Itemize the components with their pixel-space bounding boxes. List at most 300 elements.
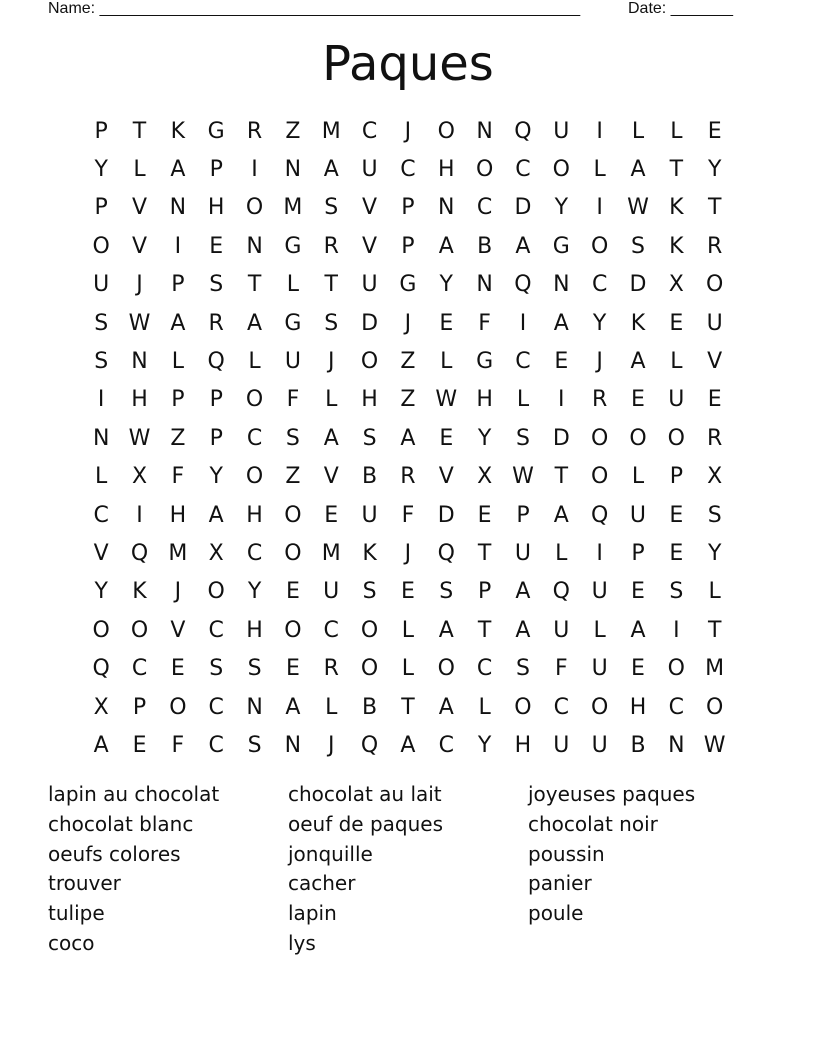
grid-cell: H: [514, 732, 532, 758]
grid-cell: W: [435, 387, 458, 413]
grid-cell: L: [670, 349, 683, 375]
grid-cell: C: [246, 425, 263, 451]
grid-cell: O: [629, 425, 647, 451]
grid-cell: L: [325, 387, 338, 413]
grid-cell: O: [130, 617, 149, 643]
grid-cell: P: [209, 425, 223, 451]
grid-cell: X: [93, 694, 109, 720]
grid-cell: E: [439, 310, 454, 336]
grid-cell: H: [246, 502, 263, 528]
grid-cell: M: [705, 656, 725, 682]
grid-cell: O: [475, 157, 494, 183]
grid-cell: R: [208, 310, 224, 336]
grid-cell: W: [128, 310, 151, 336]
grid-cell: N: [476, 118, 493, 144]
grid-cell: J: [404, 310, 412, 336]
grid-cell: R: [707, 425, 723, 451]
grid-cell: C: [208, 732, 224, 758]
grid-cell: O: [667, 656, 685, 682]
grid-cell: I: [596, 195, 603, 221]
grid-cell: R: [246, 118, 263, 144]
word-list-item: coco: [48, 930, 95, 955]
grid-cell: O: [590, 464, 609, 490]
grid-cell: T: [707, 617, 722, 643]
grid-cell: L: [478, 694, 491, 720]
grid-cell: E: [669, 310, 684, 336]
grid-cell: Q: [207, 349, 225, 375]
grid-cell: Q: [437, 540, 455, 566]
grid-cell: E: [400, 579, 415, 605]
grid-cell: S: [247, 732, 262, 758]
grid-cell: O: [360, 617, 379, 643]
grid-cell: S: [324, 195, 339, 221]
grid-cell: J: [596, 349, 603, 375]
grid-cell: H: [246, 617, 263, 643]
grid-cell: E: [285, 656, 300, 682]
grid-cell: L: [95, 464, 108, 490]
word-list: [48, 780, 768, 970]
grid-cell: P: [516, 502, 530, 528]
grid-cell: P: [171, 272, 185, 298]
grid-cell: J: [404, 118, 412, 144]
grid-row: [82, 227, 734, 265]
grid-cell: S: [631, 233, 645, 259]
grid-cell: S: [285, 425, 300, 451]
grid-row: [82, 112, 734, 150]
grid-cell: Y: [477, 425, 492, 451]
grid-cell: O: [667, 425, 685, 451]
grid-cell: A: [400, 732, 416, 758]
grid-cell: E: [669, 540, 684, 566]
grid-cell: U: [323, 579, 340, 605]
grid-cell: U: [591, 732, 608, 758]
name-field: Name: ______________________________________________________: [48, 0, 581, 17]
grid-cell: N: [92, 425, 110, 451]
grid-cell: C: [246, 540, 263, 566]
grid-cell: T: [132, 118, 147, 144]
grid-cell: T: [477, 540, 492, 566]
grid-cell: C: [668, 694, 685, 720]
letter-grid: [82, 112, 734, 765]
grid-cell: S: [209, 656, 224, 682]
grid-cell: S: [324, 310, 339, 336]
grid-cell: A: [285, 694, 301, 720]
grid-cell: P: [209, 157, 223, 183]
grid-cell: N: [668, 732, 685, 758]
grid-cell: Y: [477, 732, 492, 758]
grid-cell: K: [170, 118, 186, 144]
word-list-item: chocolat noir: [528, 811, 658, 836]
grid-cell: V: [438, 464, 454, 490]
grid-cell: O: [590, 233, 609, 259]
grid-cell: K: [669, 233, 684, 259]
grid-cell: L: [248, 349, 261, 375]
word-list-item: chocolat blanc: [48, 811, 194, 836]
word-list-item: oeuf de paques: [288, 811, 444, 836]
grid-cell: C: [323, 617, 339, 643]
grid-cell: I: [519, 310, 527, 336]
grid-cell: O: [437, 656, 455, 682]
grid-cell: U: [514, 540, 531, 566]
grid-cell: Q: [552, 579, 570, 605]
grid-cell: A: [515, 233, 531, 259]
grid-cell: U: [361, 502, 378, 528]
grid-cell: C: [515, 349, 531, 375]
grid-cell: Q: [514, 272, 532, 298]
word-list-item: joyeuses paques: [528, 782, 696, 806]
grid-cell: J: [404, 540, 412, 566]
grid-cell: V: [362, 195, 378, 221]
grid-cell: A: [515, 579, 531, 605]
grid-cell: B: [362, 694, 378, 720]
word-list-item: poussin: [528, 841, 605, 866]
grid-cell: F: [171, 732, 185, 758]
grid-cell: K: [362, 540, 377, 566]
grid-cell: M: [283, 195, 303, 221]
grid-cell: W: [703, 732, 726, 758]
grid-cell: T: [247, 272, 262, 298]
grid-cell: L: [593, 157, 606, 183]
grid-cell: L: [171, 349, 184, 375]
grid-cell: E: [477, 502, 492, 528]
grid-cell: U: [591, 656, 608, 682]
grid-cell: H: [207, 195, 225, 221]
grid-cell: D: [361, 310, 379, 336]
grid-row: [82, 611, 734, 649]
grid-cell: O: [92, 617, 110, 643]
grid-cell: L: [401, 617, 415, 643]
grid-cell: R: [400, 464, 416, 490]
grid-cell: H: [476, 387, 493, 413]
grid-cell: P: [209, 387, 223, 413]
grid-cell: X: [668, 272, 684, 298]
grid-cell: B: [477, 233, 493, 259]
grid-cell: C: [400, 157, 416, 183]
grid-cell: Y: [209, 464, 223, 490]
grid-cell: C: [515, 157, 531, 183]
grid-row: [82, 573, 734, 611]
word-list-item: lys: [288, 930, 316, 955]
grid-cell: A: [630, 349, 646, 375]
grid-cell: Q: [360, 732, 379, 758]
grid-cell: F: [286, 387, 300, 413]
grid-cell: L: [286, 272, 300, 298]
grid-cell: N: [246, 694, 263, 720]
grid-cell: Z: [400, 349, 416, 375]
grid-cell: V: [93, 540, 109, 566]
grid-cell: F: [478, 310, 491, 336]
grid-cell: U: [93, 272, 110, 298]
grid-row: [82, 304, 734, 342]
grid-cell: P: [171, 387, 185, 413]
word-column: [288, 780, 443, 959]
grid-cell: X: [208, 540, 224, 566]
grid-cell: W: [627, 195, 649, 221]
grid-cell: V: [131, 195, 148, 221]
grid-cell: E: [324, 502, 339, 528]
grid-cell: A: [170, 157, 186, 183]
grid-cell: T: [401, 694, 415, 720]
grid-cell: C: [476, 195, 493, 221]
grid-row: [82, 688, 734, 726]
grid-cell: U: [361, 272, 378, 298]
grid-row: [82, 458, 734, 496]
grid-row: [82, 381, 734, 419]
grid-cell: E: [631, 656, 645, 682]
grid-cell: Q: [130, 540, 149, 566]
grid-cell: X: [477, 464, 493, 490]
grid-cell: G: [284, 310, 302, 336]
grid-cell: F: [554, 656, 568, 682]
grid-cell: C: [553, 694, 569, 720]
grid-cell: V: [323, 464, 339, 490]
grid-cell: K: [132, 579, 147, 605]
grid-cell: M: [321, 540, 341, 566]
word-list-item: trouver: [48, 871, 121, 896]
grid-row: [82, 342, 734, 380]
grid-cell: S: [707, 502, 722, 528]
grid-cell: X: [707, 464, 723, 490]
grid-cell: A: [323, 157, 339, 183]
grid-cell: Q: [590, 502, 609, 528]
grid-cell: N: [131, 349, 148, 375]
grid-cell: U: [553, 118, 570, 144]
grid-cell: A: [553, 502, 569, 528]
grid-cell: U: [591, 579, 608, 605]
grid-cell: C: [438, 732, 454, 758]
grid-row: [82, 419, 734, 457]
grid-cell: N: [476, 272, 493, 298]
grid-cell: I: [596, 540, 603, 566]
grid-cell: S: [362, 425, 377, 451]
grid-cell: A: [323, 425, 339, 451]
grid-cell: L: [440, 349, 453, 375]
grid-cell: H: [361, 387, 378, 413]
grid-cell: R: [707, 233, 723, 259]
grid-cell: A: [553, 310, 569, 336]
grid-cell: R: [323, 656, 339, 682]
grid-cell: Y: [592, 310, 607, 336]
grid-cell: P: [631, 540, 645, 566]
grid-cell: J: [136, 272, 143, 298]
grid-cell: E: [707, 118, 722, 144]
grid-cell: Q: [514, 118, 532, 144]
grid-cell: A: [630, 617, 646, 643]
grid-cell: Y: [439, 272, 453, 298]
grid-cell: E: [209, 233, 224, 259]
grid-cell: E: [669, 502, 684, 528]
grid-cell: E: [439, 425, 454, 451]
grid-cell: S: [515, 425, 530, 451]
grid-cell: E: [285, 579, 300, 605]
grid-cell: G: [399, 272, 417, 298]
grid-cell: M: [168, 540, 188, 566]
grid-cell: E: [554, 349, 569, 375]
grid-cell: Z: [170, 425, 186, 451]
grid-cell: E: [132, 732, 147, 758]
grid-cell: Y: [247, 579, 262, 605]
word-column: [528, 780, 695, 929]
word-list-item: cacher: [288, 871, 356, 896]
grid-cell: R: [591, 387, 608, 413]
grid-cell: L: [670, 118, 683, 144]
grid-cell: C: [591, 272, 608, 298]
grid-cell: U: [668, 387, 685, 413]
grid-row: [82, 726, 734, 764]
grid-cell: V: [707, 349, 723, 375]
word-list-item: chocolat au lait: [288, 782, 442, 806]
grid-cell: A: [438, 694, 454, 720]
grid-cell: O: [245, 464, 264, 490]
grid-cell: Y: [707, 157, 722, 183]
grid-cell: U: [553, 732, 570, 758]
grid-cell: O: [514, 694, 532, 720]
word-list-item: panier: [528, 871, 592, 896]
grid-cell: B: [630, 732, 646, 758]
word-column: [48, 780, 219, 959]
grid-cell: U: [629, 502, 647, 528]
grid-cell: E: [631, 387, 645, 413]
grid-cell: A: [515, 617, 531, 643]
grid-cell: D: [514, 195, 532, 221]
word-list-item: poule: [528, 901, 584, 926]
grid-cell: X: [131, 464, 148, 490]
grid-cell: L: [631, 464, 645, 490]
grid-cell: N: [553, 272, 570, 298]
grid-cell: O: [360, 349, 379, 375]
grid-cell: H: [629, 694, 647, 720]
grid-cell: K: [669, 195, 684, 221]
grid-cell: O: [437, 118, 455, 144]
grid-cell: C: [476, 656, 493, 682]
grid-cell: Y: [554, 195, 569, 221]
grid-row: [82, 189, 734, 227]
grid-cell: I: [97, 387, 105, 413]
grid-cell: U: [361, 157, 378, 183]
page-title: Paques: [322, 36, 494, 92]
grid-cell: A: [247, 310, 263, 336]
grid-cell: H: [131, 387, 148, 413]
grid-cell: T: [669, 157, 684, 183]
grid-cell: S: [362, 579, 377, 605]
grid-cell: Y: [94, 157, 108, 183]
grid-cell: G: [476, 349, 494, 375]
grid-row: [82, 534, 734, 572]
grid-cell: S: [439, 579, 454, 605]
word-list-item: lapin: [288, 901, 337, 926]
grid-cell: A: [400, 425, 416, 451]
grid-cell: O: [706, 694, 724, 720]
grid-cell: A: [438, 233, 454, 259]
grid-cell: H: [437, 157, 455, 183]
grid-row: [82, 496, 734, 534]
grid-cell: T: [554, 464, 569, 490]
grid-cell: L: [555, 540, 568, 566]
grid-cell: L: [325, 694, 338, 720]
grid-cell: H: [169, 502, 187, 528]
grid-cell: U: [706, 310, 723, 336]
grid-cell: S: [515, 656, 530, 682]
grid-cell: P: [401, 195, 415, 221]
grid-cell: G: [284, 233, 302, 259]
grid-cell: S: [209, 272, 224, 298]
grid-cell: D: [437, 502, 455, 528]
grid-cell: F: [401, 502, 415, 528]
word-list-item: tulipe: [48, 901, 105, 926]
grid-cell: G: [207, 118, 225, 144]
grid-cell: T: [707, 195, 722, 221]
grid-cell: O: [245, 387, 264, 413]
grid-cell: P: [94, 195, 108, 221]
grid-cell: P: [94, 118, 108, 144]
grid-cell: O: [207, 579, 225, 605]
grid-cell: A: [630, 157, 646, 183]
grid-cell: I: [673, 617, 680, 643]
grid-cell: N: [438, 195, 455, 221]
grid-cell: V: [170, 617, 186, 643]
grid-cell: N: [246, 233, 263, 259]
word-list-item: lapin au chocolat: [48, 782, 220, 806]
grid-cell: O: [590, 425, 609, 451]
grid-cell: G: [552, 233, 570, 259]
grid-cell: O: [590, 694, 609, 720]
grid-row: [82, 150, 734, 188]
grid-cell: C: [208, 694, 224, 720]
grid-cell: L: [708, 579, 721, 605]
grid-cell: A: [208, 502, 224, 528]
grid-cell: E: [631, 579, 645, 605]
grid-cell: P: [401, 233, 415, 259]
grid-cell: I: [251, 157, 258, 183]
grid-cell: S: [247, 656, 262, 682]
grid-cell: T: [324, 272, 338, 298]
grid-cell: L: [133, 157, 146, 183]
grid-cell: O: [169, 694, 187, 720]
grid-cell: U: [553, 617, 570, 643]
grid-cell: S: [94, 349, 109, 375]
grid-cell: C: [208, 617, 224, 643]
grid-cell: I: [558, 387, 565, 413]
word-list-item: oeufs colores: [48, 841, 181, 866]
grid-cell: Q: [92, 656, 110, 682]
grid-cell: P: [477, 579, 492, 605]
grid-row: [82, 649, 734, 687]
grid-cell: W: [128, 425, 151, 451]
grid-cell: L: [631, 118, 645, 144]
grid-cell: Y: [94, 579, 108, 605]
grid-cell: T: [477, 617, 492, 643]
grid-cell: A: [438, 617, 454, 643]
grid-cell: F: [171, 464, 185, 490]
grid-cell: O: [360, 656, 379, 682]
date-field: Date: _______: [628, 0, 733, 17]
grid-cell: O: [92, 233, 110, 259]
grid-cell: V: [362, 233, 378, 259]
grid-cell: B: [362, 464, 378, 490]
grid-cell: O: [284, 540, 302, 566]
grid-cell: O: [552, 157, 570, 183]
grid-cell: O: [245, 195, 264, 221]
grid-cell: Y: [707, 540, 722, 566]
grid-cell: C: [93, 502, 109, 528]
grid-row: [82, 266, 734, 304]
grid-cell: K: [630, 310, 646, 336]
grid-cell: Z: [285, 118, 301, 144]
grid-cell: L: [593, 617, 606, 643]
grid-cell: C: [131, 656, 148, 682]
grid-cell: S: [669, 579, 684, 605]
grid-cell: O: [706, 272, 724, 298]
